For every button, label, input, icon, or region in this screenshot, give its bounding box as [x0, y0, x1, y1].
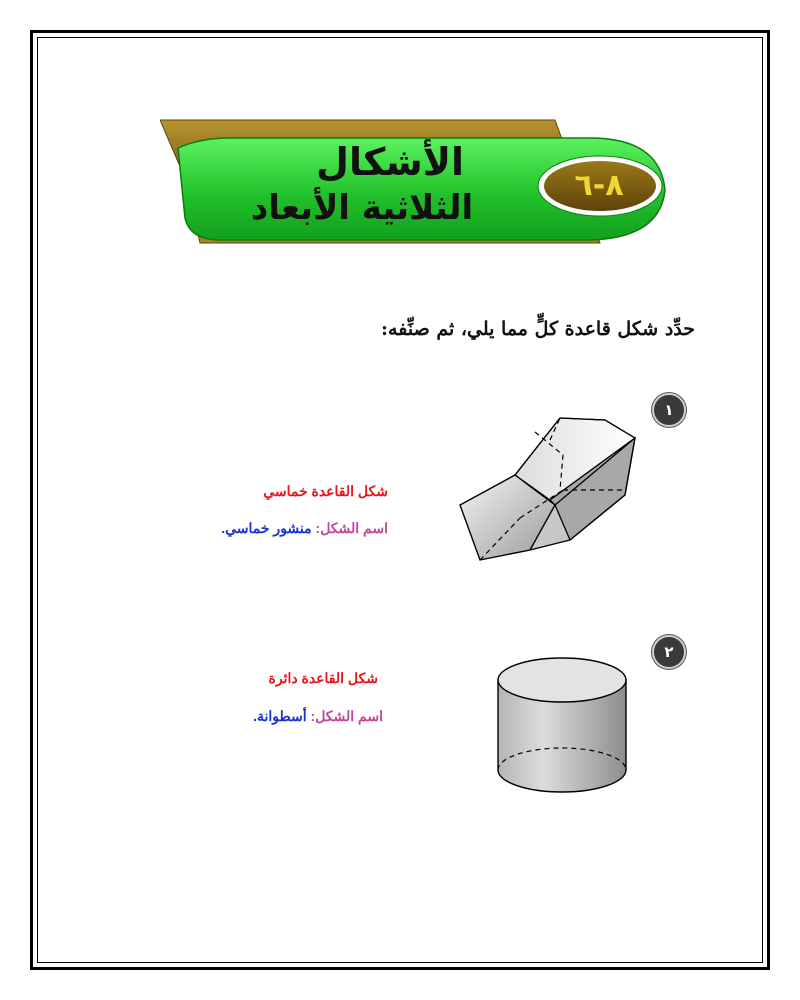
lesson-title-line2: الثلاثية الأبعاد [250, 188, 474, 228]
base-label: شكل القاعدة [311, 483, 388, 499]
base-label: شكل القاعدة [301, 670, 378, 686]
instruction-text: حدِّد شكل قاعدة كلٍّ مما يلي، ثم صنِّفه: [381, 318, 695, 340]
question-2-base [269, 670, 378, 687]
pentagonal-prism-icon [455, 400, 645, 565]
base-value: دائرة [268, 670, 298, 686]
name-label: اسم الشكل: [315, 520, 388, 536]
name-value: أسطوانة. [253, 708, 307, 724]
lesson-number: ٨-٦ [574, 168, 624, 203]
question-1-shape-name [221, 520, 388, 537]
question-2-shape-name [253, 708, 383, 725]
cylinder-icon [495, 655, 630, 795]
question-1-badge: ١ [652, 393, 686, 427]
name-value: منشور خماسي. [221, 520, 312, 536]
lesson-title-line1: الأشكال [315, 140, 465, 184]
question-1-base [263, 483, 388, 500]
base-value: خماسي [263, 483, 308, 499]
name-label: اسم الشكل: [310, 708, 383, 724]
question-2-badge: ٢ [652, 635, 686, 669]
